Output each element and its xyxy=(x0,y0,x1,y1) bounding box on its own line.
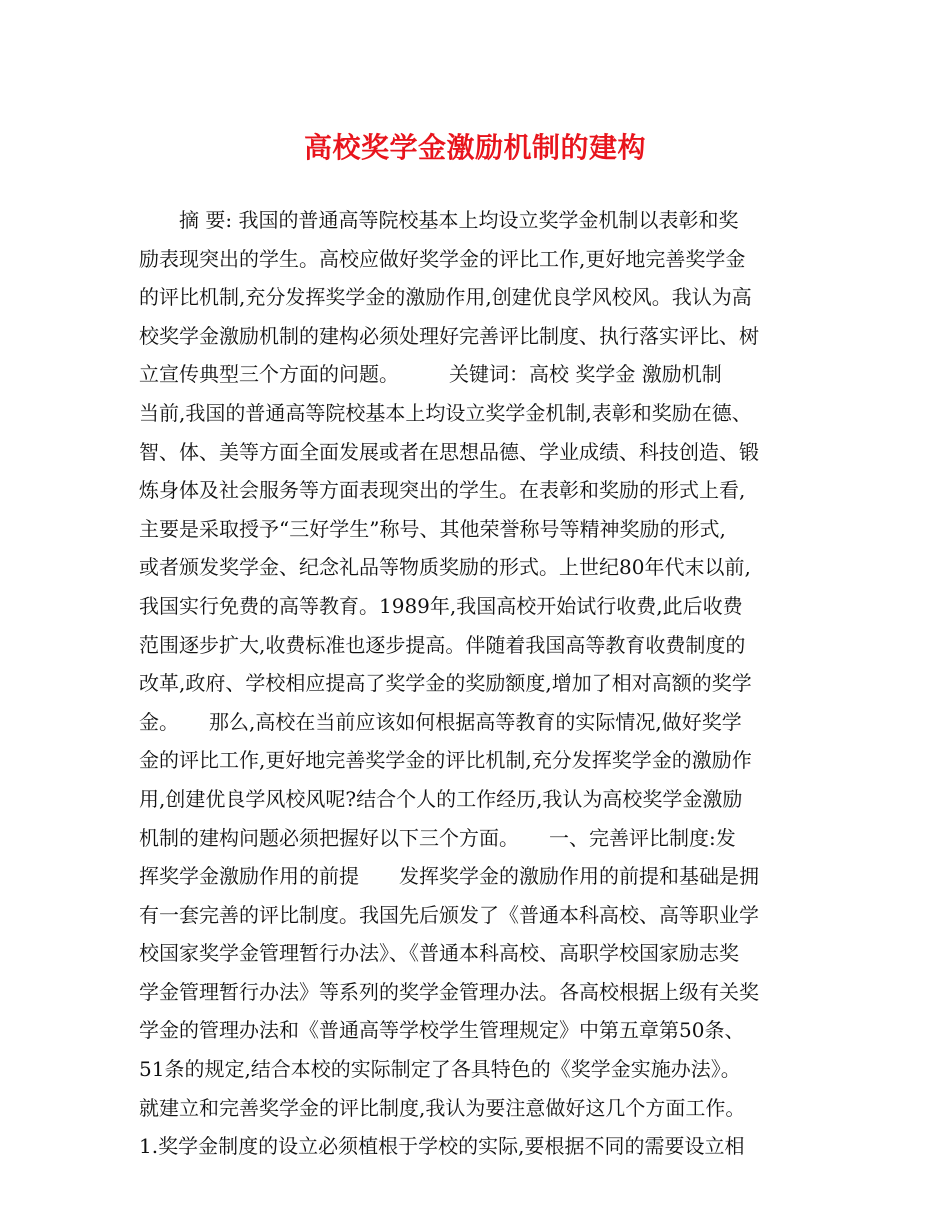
body-line: 主要是采取授予“三好学生”称号、其他荣誉称号等精神奖励的形式, xyxy=(139,516,726,541)
body-line: 1.奖学金制度的设立必须植根于学校的实际,要根据不同的需要设立相 xyxy=(139,1134,745,1159)
body-line: 或者颁发奖学金、纪念礼品等物质奖励的形式。上世纪80年代末以前, xyxy=(139,555,751,580)
body-line: 立宣传典型三个方面的问题。 关键词：高校 奖学金 激励机制 xyxy=(139,362,722,387)
body-line: 金的评比工作,更好地完善奖学金的评比机制,充分发挥奖学金的激励作 xyxy=(139,748,752,773)
body-line: 学金管理暂行办法》等系列的奖学金管理办法。各高校根据上级有关奖 xyxy=(139,979,759,1004)
document-title: 高校奖学金激励机制的建构 xyxy=(303,131,646,164)
body-line: 当前,我国的普通高等院校基本上均设立奖学金机制,表彰和奖励在德、 xyxy=(139,400,752,425)
body-line: 51条的规定,结合本校的实际制定了各具特色的《奖学金实施办法》。 xyxy=(139,1057,741,1082)
body-line: 就建立和完善奖学金的评比制度,我认为要注意做好这几个方面工作。 xyxy=(139,1095,746,1120)
document-body xyxy=(139,201,814,1166)
body-line: 我国实行免费的高等教育。1989年,我国高校开始试行收费,此后收费 xyxy=(139,593,743,618)
body-line: 范围逐步扩大,收费标准也逐步提高。伴随着我国高等教育收费制度的 xyxy=(139,632,746,657)
body-line: 挥奖学金激励作用的前提 发挥奖学金的激励作用的前提和基础是拥 xyxy=(139,864,759,889)
body-line: 励表现突出的学生。高校应做好奖学金的评比工作,更好地完善奖学金 xyxy=(139,246,746,271)
body-line: 机制的建构问题必须把握好以下三个方面。 一、完善评比制度:发 xyxy=(139,825,736,850)
body-line: 学金的管理办法和《普通高等学校学生管理规定》中第五章第50条、 xyxy=(139,1018,745,1043)
body-line: 改革,政府、学校相应提高了奖学金的奖励额度,增加了相对高额的奖学 xyxy=(139,671,752,696)
body-line: 有一套完善的评比制度。我国先后颁发了《普通本科高校、高等职业学 xyxy=(139,902,759,927)
body-line: 校国家奖学金管理暂行办法》、《普通本科高校、高职学校国家励志奖 xyxy=(139,941,739,966)
body-line: 的评比机制,充分发挥奖学金的激励作用,创建优良学风校风。我认为高 xyxy=(139,285,752,310)
body-line: 炼身体及社会服务等方面表现突出的学生。在表彰和奖励的形式上看, xyxy=(139,478,746,503)
body-line: 摘 要: 我国的普通高等院校基本上均设立奖学金机制以表彰和奖 xyxy=(139,208,739,232)
body-line: 智、体、美等方面全面发展或者在思想品德、学业成绩、科技创造、锻 xyxy=(139,439,759,464)
body-line: 用,创建优良学风校风呢?结合个人的工作经历,我认为高校奖学金激励 xyxy=(139,786,743,811)
body-line: 校奖学金激励机制的建构必须处理好完善评比制度、执行落实评比、树 xyxy=(139,323,759,348)
body-line: 金。 那么,高校在当前应该如何根据高等教育的实际情况,做好奖学 xyxy=(139,709,742,734)
